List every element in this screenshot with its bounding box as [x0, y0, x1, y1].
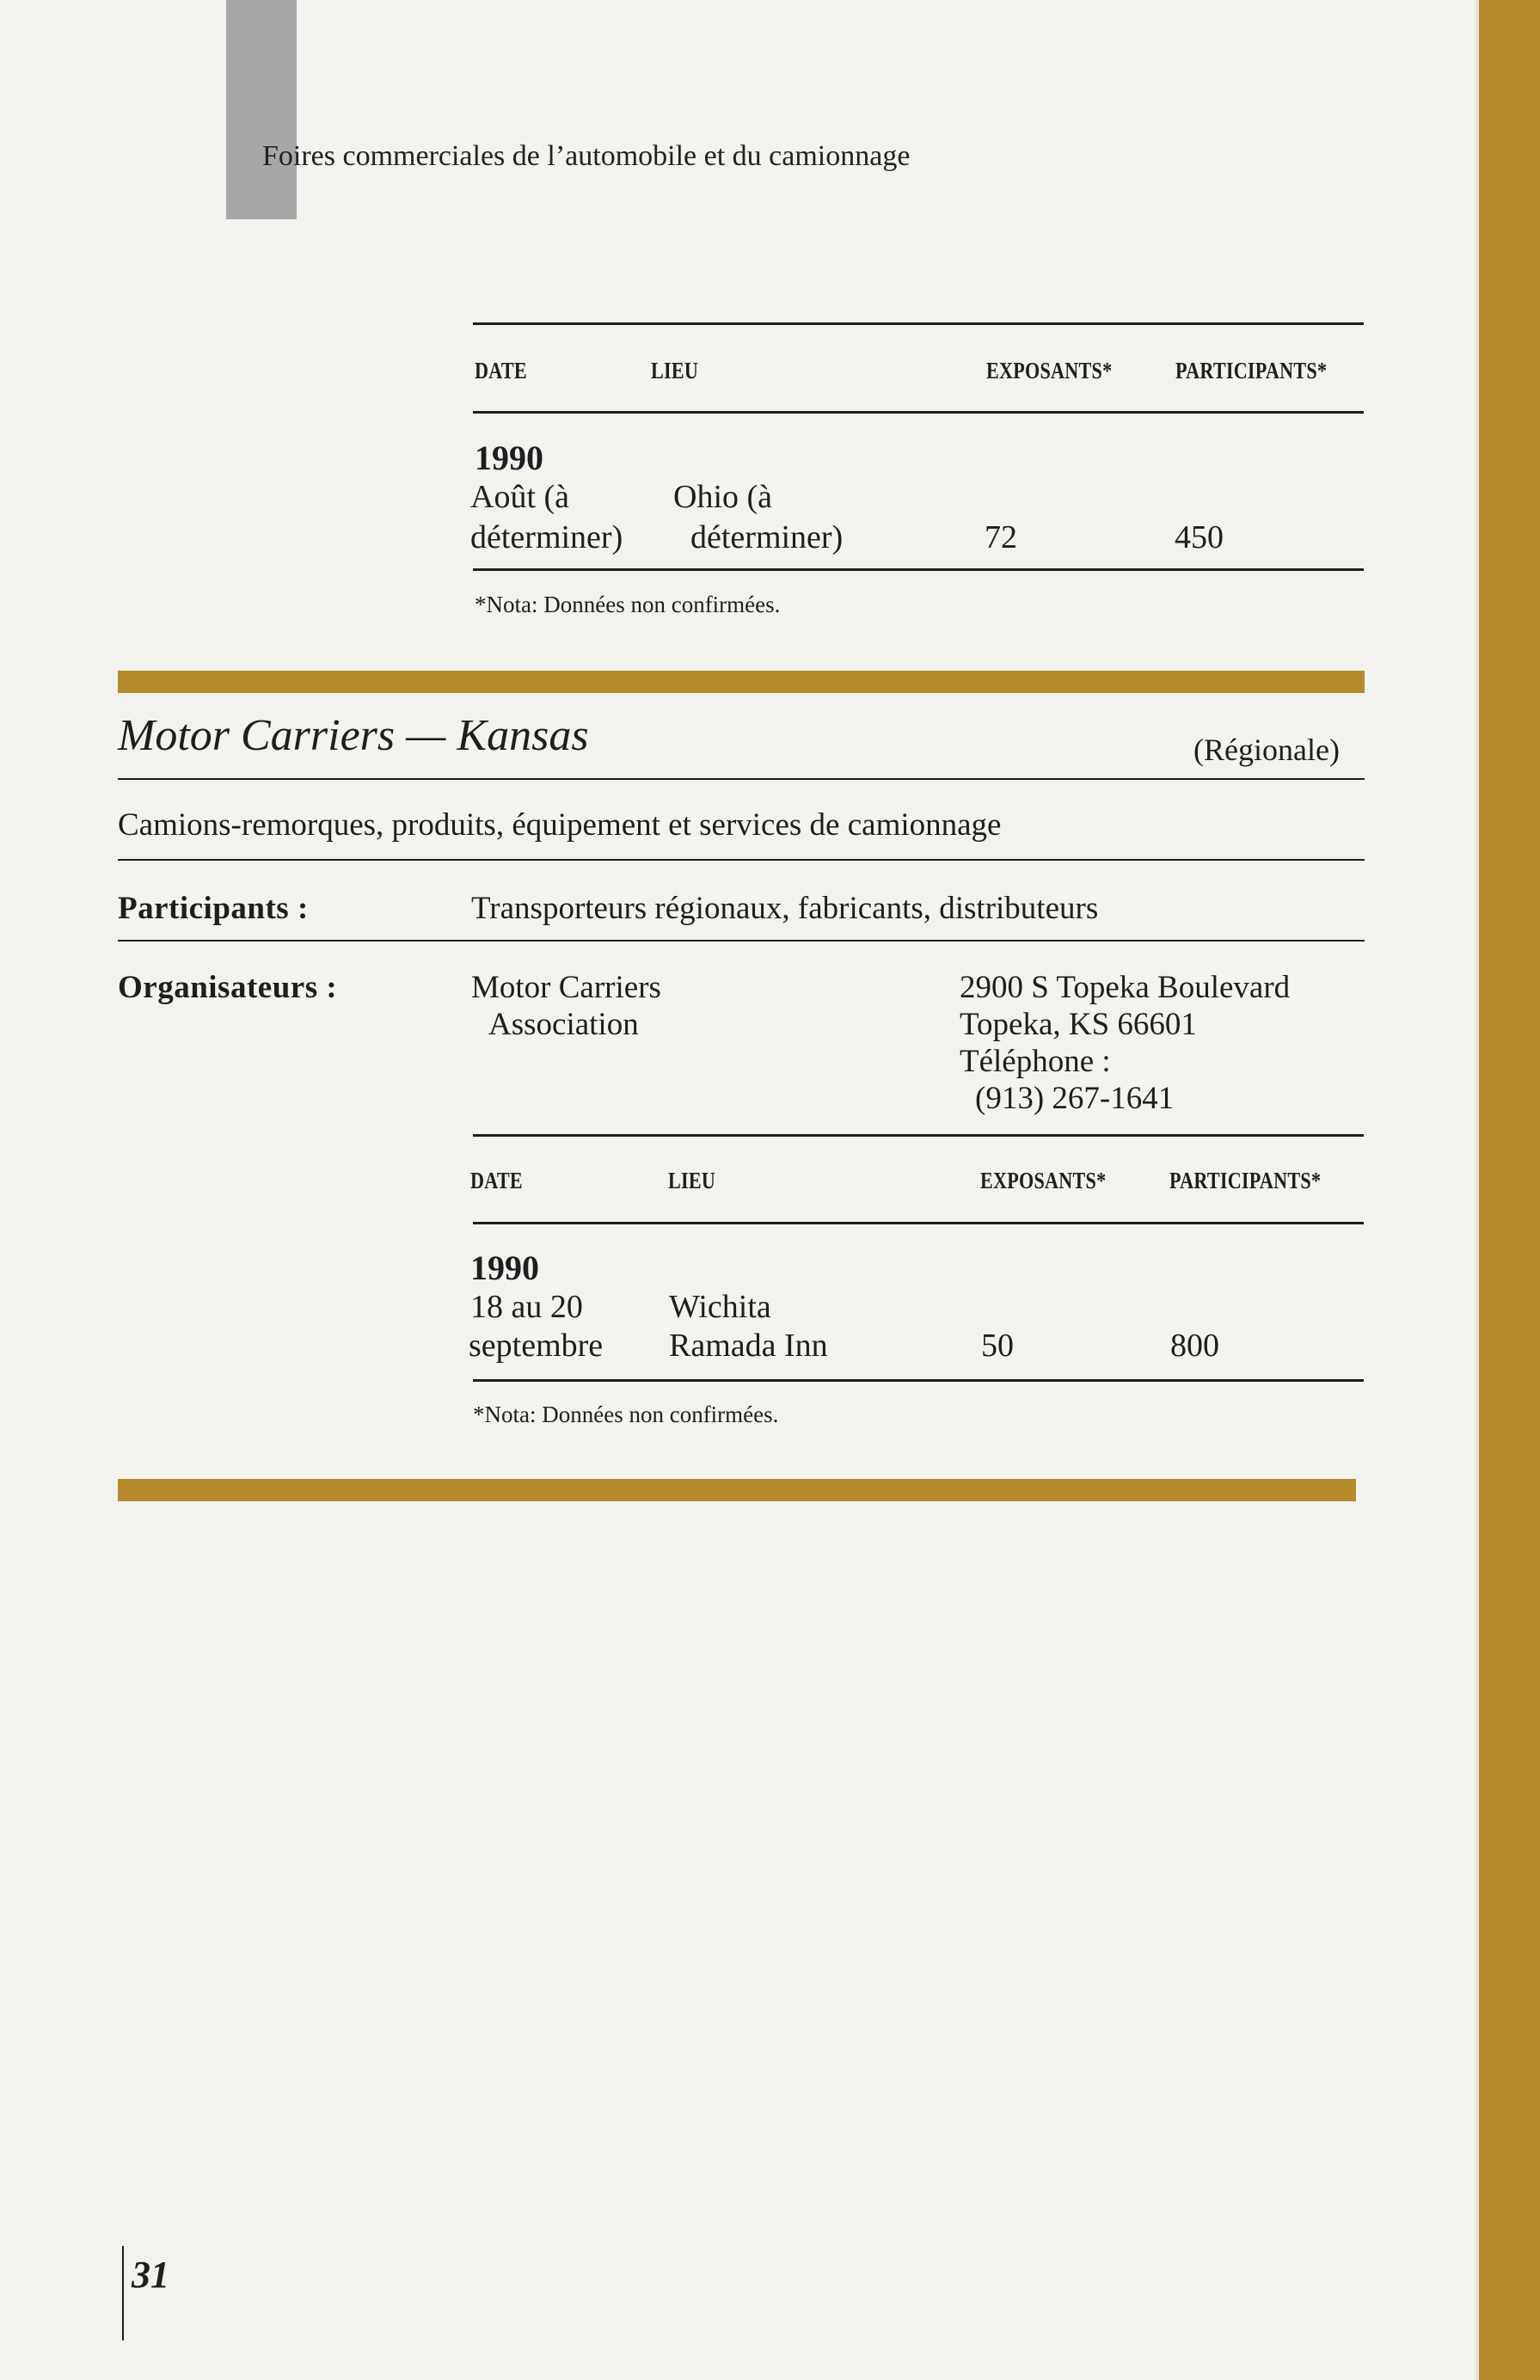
description-rule	[118, 859, 1365, 861]
table2-lieu-line1: Wichita	[669, 1289, 771, 1325]
table2-lieu-line2: Ramada Inn	[669, 1328, 828, 1364]
table2-date-line1: 18 au 20	[470, 1289, 583, 1325]
table1-participants: 450	[1175, 519, 1224, 555]
section-divider	[118, 671, 1365, 693]
table1-header-rule	[473, 411, 1364, 414]
table1-year: 1990	[475, 439, 543, 477]
table2-header-date: DATE	[470, 1168, 523, 1193]
table2-exposants: 50	[981, 1328, 1014, 1364]
table1-lieu-line1: Ohio (à	[673, 479, 773, 515]
table1-top-rule	[473, 322, 1364, 325]
page-number: 31	[132, 2254, 169, 2296]
table1-date-line2: déterminer)	[470, 519, 623, 555]
org-address-line3: Téléphone :	[960, 1044, 1111, 1079]
section-tab-marker	[226, 0, 297, 219]
page-number-rule	[122, 2246, 124, 2340]
section-description: Camions-remorques, produits, équipement et services de camionnage	[118, 807, 1002, 843]
table2-header-participants: PARTICIPANTS*	[1169, 1168, 1322, 1193]
participants-label: Participants :	[118, 891, 309, 926]
org-address-line1: 2900 S Topeka Boulevard	[960, 970, 1291, 1005]
org-address-line2: Topeka, KS 66601	[960, 1007, 1197, 1042]
table1-lieu-line2: déterminer)	[690, 519, 844, 555]
table1-header-date: DATE	[475, 358, 527, 383]
running-header: Foires commerciales de l’automobile et du camionnage	[262, 140, 911, 172]
table2-note: *Nota: Données non confirmées.	[473, 1402, 779, 1427]
table2-participants: 800	[1170, 1328, 1219, 1364]
org-name-line1: Motor Carriers	[471, 970, 661, 1005]
table1-bottom-rule	[473, 568, 1364, 571]
table1-header-participants: PARTICIPANTS*	[1175, 358, 1328, 383]
table2-header-rule	[473, 1222, 1364, 1224]
section-scope: (Régionale)	[1193, 733, 1340, 767]
participants-rule	[118, 940, 1365, 942]
table2-year: 1990	[470, 1248, 539, 1287]
table1-note: *Nota: Données non confirmées.	[475, 592, 781, 617]
table2-date-line2: septembre	[469, 1328, 604, 1364]
section-title: Motor Carriers — Kansas	[118, 711, 589, 760]
section-divider-bottom	[118, 1479, 1356, 1501]
table2-header-lieu: LIEU	[668, 1168, 716, 1193]
table2-top-rule	[473, 1134, 1364, 1137]
table1-header-exposants: EXPOSANTS*	[986, 358, 1113, 383]
org-name-line2: Association	[488, 1007, 639, 1042]
table2-header-exposants: EXPOSANTS*	[980, 1168, 1107, 1193]
table2-bottom-rule	[473, 1379, 1364, 1382]
table1-date-line1: Août (à	[470, 479, 570, 515]
org-address-line4: (913) 267-1641	[975, 1081, 1175, 1116]
title-rule	[118, 778, 1365, 780]
table1-exposants: 72	[985, 519, 1017, 555]
table1-header-lieu: LIEU	[651, 358, 699, 383]
gold-side-strip	[1479, 0, 1540, 2380]
organisateurs-label: Organisateurs :	[118, 970, 338, 1005]
participants-value: Transporteurs régionaux, fabricants, distributeurs	[471, 891, 1099, 926]
